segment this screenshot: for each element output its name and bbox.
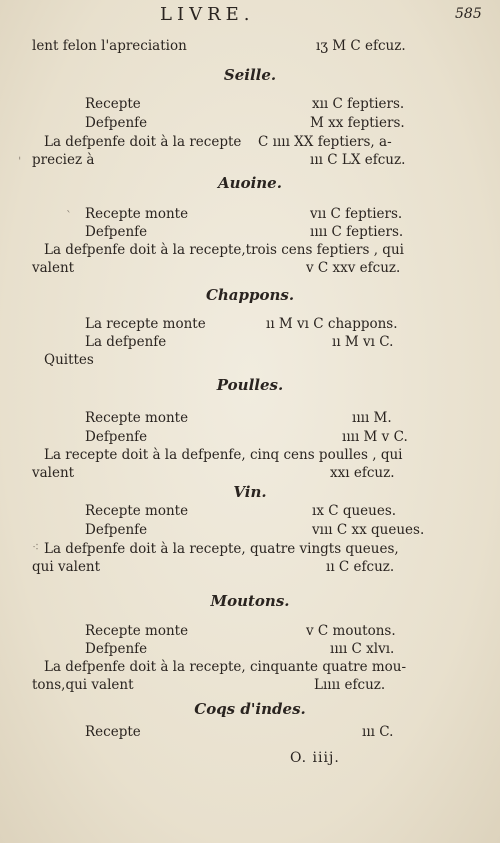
ledger-line: [0, 332, 500, 352]
entry-value: ıııı C xlvı.: [330, 641, 395, 657]
entry-label: Defpenfe: [85, 522, 148, 538]
margin-mark: ˋ: [66, 209, 72, 223]
entry-label: Recepte monte: [85, 623, 189, 639]
ledger-line: [0, 258, 500, 278]
entry-label: La defpenfe doit à la recepte: [44, 134, 242, 150]
ledger-line: [0, 639, 500, 659]
entry-value: ıı M vı C.: [332, 334, 394, 350]
entry-label: La defpenfe doit à la recepte,trois cens feptiers , qui: [44, 242, 404, 258]
entry-label: Defpenfe: [85, 429, 148, 445]
ledger-line: [0, 350, 500, 370]
entry-label: valent: [32, 260, 75, 276]
entry-label: Defpenfe: [85, 641, 148, 657]
margin-mark: ⁖: [32, 540, 40, 554]
entry-label: La recepte doit à la defpenfe, cinq cens poulles , qui: [44, 447, 403, 463]
entry-value: ııı C LX efcuz.: [310, 152, 406, 168]
section-heading: Moutons.: [210, 592, 290, 610]
ledger-line: [0, 520, 500, 540]
entry-value: xxı efcuz.: [330, 465, 395, 481]
section-heading: Chappons.: [205, 286, 295, 304]
ledger-line: [0, 36, 500, 56]
ledger-line: [0, 621, 500, 641]
ledger-line: [0, 150, 500, 170]
page-number: 585: [455, 6, 482, 22]
running-title: LIVRE.: [160, 4, 255, 25]
entry-value: ıııı M.: [352, 410, 392, 426]
entry-value: ıʒ M C efcuz.: [316, 38, 406, 54]
entry-label: Defpenfe: [85, 224, 148, 240]
entry-value: v C xxv efcuz.: [306, 260, 401, 276]
entry-value: ıx C queues.: [312, 503, 397, 519]
entry-value: vııı C xx queues.: [312, 522, 425, 538]
ledger-line: [0, 657, 500, 677]
entry-label: Recepte monte: [85, 206, 189, 222]
margin-mark: ˌ: [18, 147, 22, 161]
section-heading: Coqs d'indes.: [194, 700, 306, 718]
ledger-line: [0, 539, 500, 559]
section-heading: Seille.: [223, 66, 277, 84]
entry-label: La defpenfe doit à la recepte, cinquante quatre mou-: [44, 659, 407, 675]
entry-label: qui valent: [32, 559, 101, 575]
section-heading: Auoine.: [218, 174, 282, 192]
ledger-line: [0, 204, 500, 224]
section-heading: Poulles.: [216, 376, 284, 394]
ledger-line: [0, 113, 500, 133]
ledger-line: [0, 427, 500, 447]
entry-label: La defpenfe doit à la recepte, quatre vingts queues,: [44, 541, 399, 557]
signature-mark: O. iiij.: [290, 750, 340, 766]
ledger-line: [0, 408, 500, 428]
entry-label: tons,qui valent: [32, 677, 134, 693]
ledger-line: [0, 314, 500, 334]
ledger-line: [0, 557, 500, 577]
entry-value: Lıııı efcuz.: [314, 677, 386, 693]
entry-label: La recepte monte: [85, 316, 206, 332]
entry-value: ıı C efcuz.: [326, 559, 395, 575]
section-heading: Vin.: [233, 483, 267, 501]
entry-label: Quittes: [44, 352, 94, 368]
ledger-line: [0, 501, 500, 521]
ledger-line: [0, 722, 500, 742]
ledger-line: [0, 94, 500, 114]
entry-value: M xx feptiers.: [310, 115, 405, 131]
entry-value: ıı M vı C chappons.: [266, 316, 398, 332]
entry-label: Recepte: [85, 724, 141, 740]
entry-label: Recepte monte: [85, 503, 189, 519]
entry-label: Recepte: [85, 96, 141, 112]
entry-value: ııı C.: [362, 724, 394, 740]
ledger-line: [0, 463, 500, 483]
entry-label: preciez à: [32, 152, 95, 168]
entry-label: Defpenfe: [85, 115, 148, 131]
entry-value: ıııı C feptiers.: [310, 224, 404, 240]
ledger-line: [0, 132, 500, 152]
ledger-line: [0, 240, 500, 260]
entry-label: lent felon l'apreciation: [32, 38, 187, 54]
ledger-line: [0, 445, 500, 465]
ledger-line: [0, 675, 500, 695]
entry-label: valent: [32, 465, 75, 481]
entry-value: vıı C feptiers.: [310, 206, 403, 222]
entry-label: La defpenfe: [85, 334, 167, 350]
entry-value: ıııı M v C.: [342, 429, 408, 445]
entry-value: xıı C feptiers.: [312, 96, 405, 112]
entry-label: Recepte monte: [85, 410, 189, 426]
entry-value: v C moutons.: [306, 623, 396, 639]
entry-value: C ıııı XX feptiers, a-: [258, 134, 392, 150]
ledger-line: [0, 222, 500, 242]
